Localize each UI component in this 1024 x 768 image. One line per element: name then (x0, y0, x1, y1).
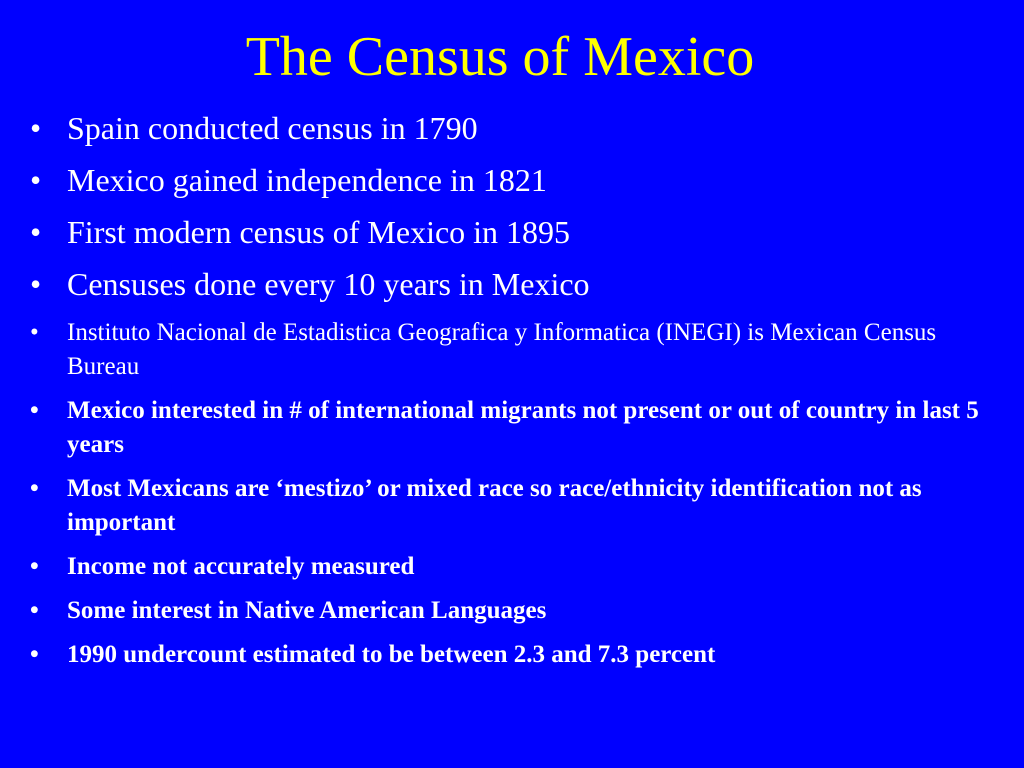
bullet-text: Mexico gained independence in 1821 (67, 162, 547, 198)
bullet-text: Mexico interested in # of international migrants not present or out of country in last 5 years (67, 397, 979, 458)
bullet-text: Most Mexicans are ‘mestizo’ or mixed race so race/ethnicity identification not as important (67, 475, 922, 536)
bullet-item (30, 212, 990, 253)
bullet-text: Censuses done every 10 years in Mexico (67, 266, 590, 302)
bullet-icon: • (30, 214, 42, 250)
bullet-icon: • (30, 162, 42, 198)
bullet-item (30, 472, 990, 540)
bullet-icon: • (30, 475, 39, 502)
bullet-item (30, 550, 990, 584)
bullet-text: Some interest in Native American Languages (67, 597, 547, 624)
bullet-item (30, 108, 990, 149)
bullet-text: Instituto Nacional de Estadistica Geografica y Informatica (INEGI) is Mexican Census Bureau (67, 319, 937, 380)
bullet-item (30, 594, 990, 628)
bullet-item (30, 394, 990, 462)
bullet-item (30, 160, 990, 201)
bullet-icon: • (30, 397, 39, 424)
bullet-icon: • (30, 553, 39, 580)
slide-title: The Census of Mexico (245, 26, 755, 88)
bullet-icon: • (30, 319, 39, 346)
bullet-icon: • (30, 266, 42, 302)
bullet-text: Income not accurately measured (67, 553, 415, 580)
bullet-list (30, 108, 990, 682)
bullet-item (30, 638, 990, 672)
bullet-item (30, 264, 990, 305)
bullet-text: Spain conducted census in 1790 (67, 110, 478, 146)
bullet-icon: • (30, 641, 39, 668)
bullet-text: First modern census of Mexico in 1895 (67, 214, 571, 250)
bullet-icon: • (30, 110, 42, 146)
bullet-text: 1990 undercount estimated to be between 2.3 and 7.3 percent (67, 641, 716, 668)
bullet-item (30, 316, 990, 384)
bullet-icon: • (30, 597, 39, 624)
